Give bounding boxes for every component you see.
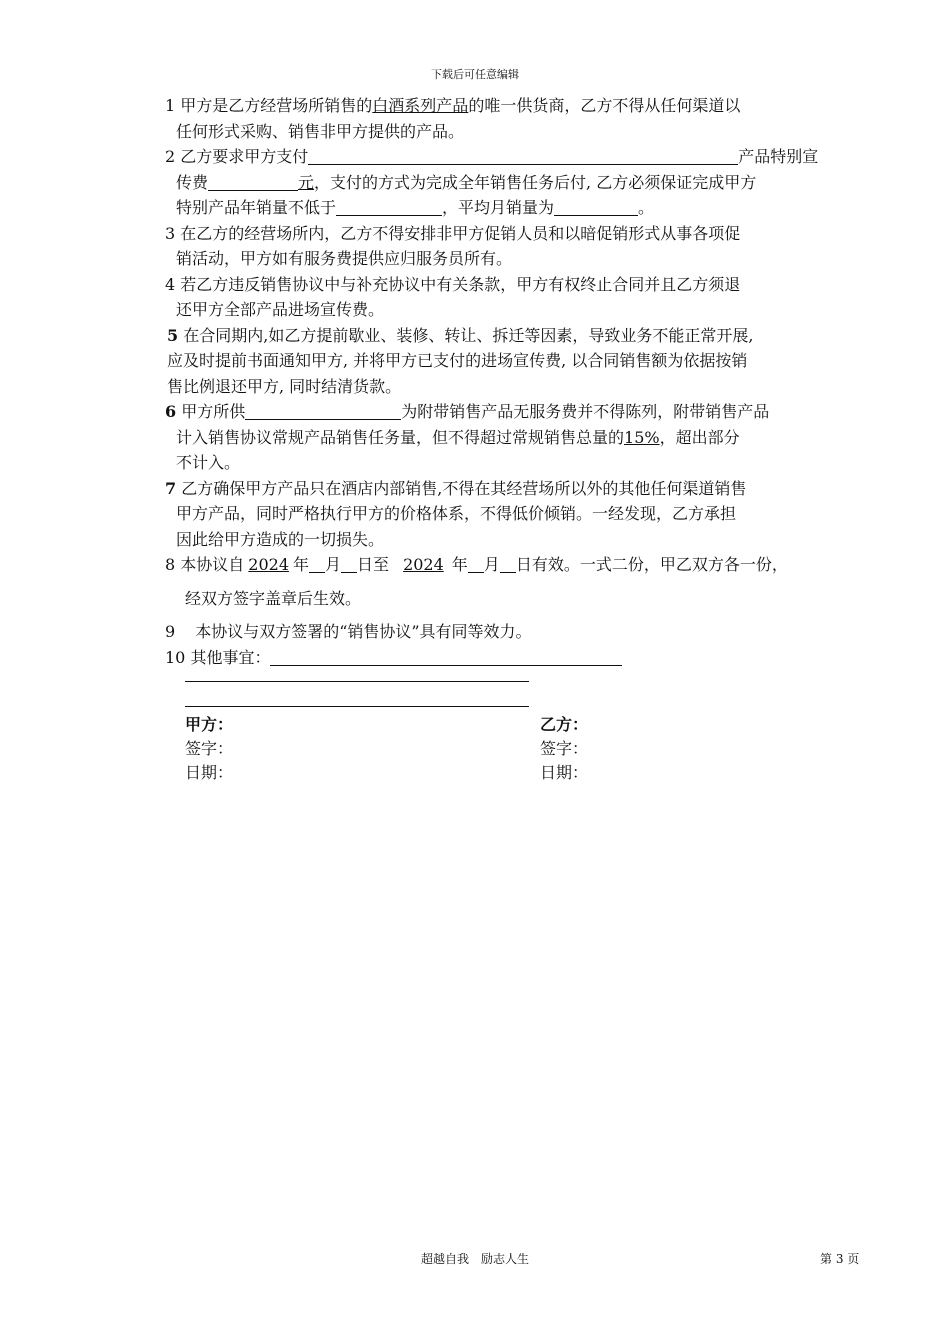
clause-4 bbox=[165, 272, 870, 323]
other-matters-line bbox=[185, 681, 529, 682]
clause-text: 本协议自 bbox=[180, 555, 245, 574]
clause-text: 日至 bbox=[357, 555, 390, 574]
clause-9 bbox=[165, 619, 870, 645]
party-a-date-label: 日期： bbox=[185, 763, 234, 782]
clause-text: ，支付的方式为完成全年销售任务后付, 乙方必须保证完成甲方 bbox=[314, 172, 757, 192]
clause-number: 6 bbox=[165, 402, 177, 421]
clause-text: 不计入。 bbox=[176, 453, 241, 472]
clause-text: 在乙方的经营场所内，乙方不得安排非甲方促销人员和以暗促销形式从事各项促 bbox=[180, 223, 741, 243]
clause-text: 。 bbox=[638, 198, 655, 217]
clause-text: 甲方所供 bbox=[181, 402, 246, 421]
clause-text: 传费 bbox=[176, 172, 209, 192]
clause-text: 乙方要求甲方支付 bbox=[180, 147, 309, 166]
product-name: 白酒系列产品 bbox=[372, 96, 469, 115]
clause-text: 售比例退还甲方, 同时结清货款。 bbox=[167, 376, 402, 396]
party-b-sign-label: 签字： bbox=[540, 739, 589, 758]
party-a-sign-label: 签字： bbox=[185, 739, 234, 758]
clause-number: 1 bbox=[165, 96, 176, 115]
clause-8 bbox=[165, 552, 870, 619]
clause-number: 9 bbox=[165, 622, 176, 641]
clause-text: ，超出部分 bbox=[659, 427, 740, 447]
clause-number: 4 bbox=[165, 274, 176, 294]
end-year: 2024 bbox=[403, 555, 444, 574]
start-month-blank bbox=[309, 554, 325, 573]
agreement-body bbox=[165, 93, 870, 670]
clause-text: 销活动，甲方如有服务费提供应归服务员所有。 bbox=[176, 249, 513, 268]
monthly-volume-blank bbox=[554, 197, 638, 216]
party-a-signature-block bbox=[185, 713, 233, 785]
party-b-label: 乙方： bbox=[540, 715, 589, 734]
clause-number: 8 bbox=[165, 555, 176, 574]
clause-2 bbox=[165, 144, 870, 221]
clause-number: 10 bbox=[165, 647, 186, 667]
page-header: 下载后可任意编辑 bbox=[431, 68, 519, 81]
currency-unit: 元 bbox=[298, 172, 315, 192]
clause-number: 3 bbox=[165, 223, 176, 243]
clause-text: 年 bbox=[451, 555, 468, 574]
clause-7 bbox=[165, 476, 870, 553]
clause-text: 特别产品年销量不低于 bbox=[176, 198, 337, 217]
start-year: 2024 bbox=[248, 555, 290, 574]
clause-text: 产品特别宣 bbox=[738, 147, 819, 166]
clause-text: 为附带销售产品无服务费并不得陈列，附带销售产品 bbox=[401, 402, 770, 421]
clause-text: 月 bbox=[325, 555, 342, 574]
clause-text: 其他事宜： bbox=[190, 647, 271, 667]
other-matters-line bbox=[185, 706, 529, 707]
clause-text: 因此给甲方造成的一切损失。 bbox=[176, 529, 385, 549]
clause-text: 应及时提前书面通知甲方, 并将甲方已支付的进场宣传费, 以合同销售额为依据按销 bbox=[167, 351, 748, 370]
clause-3 bbox=[165, 221, 870, 272]
clause-text: ，平均月销量为 bbox=[442, 198, 555, 217]
end-day-blank bbox=[500, 554, 516, 573]
clause-text: 经双方签字盖章后生效。 bbox=[185, 588, 362, 608]
party-b-signature-block bbox=[540, 713, 588, 785]
clause-text: 年 bbox=[293, 555, 310, 574]
clause-text: 日有效。一式二份，甲乙双方各一份， bbox=[515, 555, 788, 574]
fee-blank bbox=[208, 172, 298, 191]
clause-number: 2 bbox=[165, 147, 176, 166]
clause-text: 在合同期内,如乙方提前歇业、装修、转让、拆迁等因素，导致业务不能正常开展, bbox=[183, 325, 754, 345]
clause-text: 任何形式采购、销售非甲方提供的产品。 bbox=[176, 121, 465, 141]
clause-text: 乙方确保甲方产品只在酒店内部销售,不得在其经营场所以外的其他任何渠道销售 bbox=[181, 478, 747, 498]
clause-text: 月 bbox=[483, 555, 500, 574]
footer-motto: 超越自我 励志人生 bbox=[420, 1252, 529, 1266]
other-matters-blank bbox=[270, 647, 622, 666]
clause-number: 5 bbox=[167, 325, 179, 345]
payment-blank bbox=[308, 146, 738, 165]
clause-text: 还甲方全部产品进场宣传费。 bbox=[176, 300, 385, 319]
start-day-blank bbox=[341, 554, 357, 573]
end-month-blank bbox=[468, 554, 484, 573]
clause-number: 7 bbox=[165, 478, 177, 498]
party-a-label: 甲方： bbox=[185, 715, 234, 734]
clause-text: 计入销售协议常规产品销售任务量，但不得超过常规销售总量的 bbox=[176, 427, 625, 447]
clause-6 bbox=[165, 399, 870, 476]
page-number: 第 3 页 bbox=[820, 1252, 860, 1266]
clause-text: 若乙方违反销售协议中与补充协议中有关条款，甲方有权终止合同并且乙方须退 bbox=[180, 274, 741, 294]
annual-volume-blank bbox=[336, 197, 442, 216]
clause-10 bbox=[165, 645, 870, 671]
clause-text: 的唯一供货商，乙方不得从任何渠道以 bbox=[468, 96, 741, 115]
clause-text: 甲方产品，同时严格执行甲方的价格体系，不得低价倾销。一经发现，乙方承担 bbox=[176, 504, 737, 523]
clause-text: 本协议与双方签署的“销售协议”具有同等效力。 bbox=[195, 622, 532, 641]
percentage-value: 15% bbox=[624, 427, 660, 447]
clause-1 bbox=[165, 93, 870, 144]
clause-text: 甲方是乙方经营场所销售的 bbox=[180, 96, 373, 115]
product-blank bbox=[245, 401, 401, 420]
clause-5 bbox=[165, 323, 870, 400]
party-b-date-label: 日期： bbox=[540, 763, 589, 782]
